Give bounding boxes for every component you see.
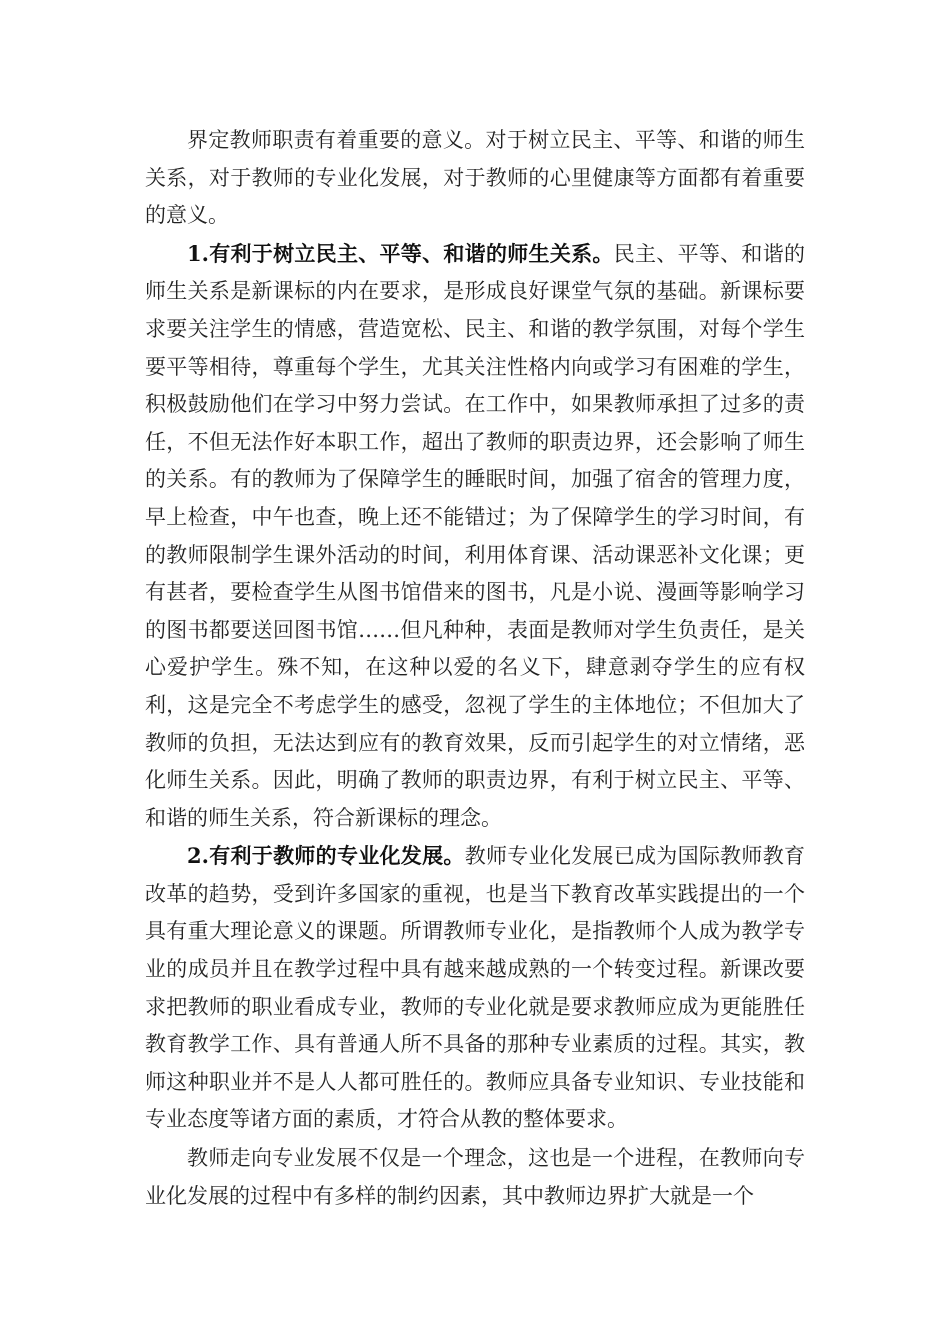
- paragraph-text: 民主、平等、和谐的师生关系是新课标的内在要求，是形成良好课堂气氛的基础。新课标要求要关注学生的情感，营造宽松、民主、和谐的教学氛围，对每个学生要平等相待，尊重每个学生，尤其关注性格内向或学习有困难的学生，积极鼓励他们在学习中努力尝试。在工作中，如果教师承担了过多的责任，不但无法作好本职工作，超出了教师的职责边界，还会影响了师生的关系。有的教师为了保障学生的睡眠时间，加强了宿舍的管理力度，早上检查，中午也查，晚上还不能错过；为了保障学生的学习时间，有的教师限制学生课外活动的时间，利用体育课、活动课恶补文化课；更有甚者，要检查学生从图书馆借来的图书，凡是小说、漫画等影响学习的图书都要送回图书馆……但凡种种，表面是教师对学生负责任，是关心爱护学生。殊不知，在这种以爱的名义下，肆意剥夺学生的应有权利，这是完全不考虑学生的感受，忽视了学生的主体地位；不但加大了教师的负担，无法达到应有的教育效果，反而引起学生的对立情绪，恶化师生关系。因此，明确了教师的职责边界，有利于树立民主、平等、和谐的师生关系，符合新课标的理念。: [145, 241, 806, 830]
- paragraph-text: 教师走向专业发展不仅是一个理念，这也是一个进程，在教师向专业化发展的过程中有多样的制约因素，其中教师边界扩大就是一个: [145, 1146, 805, 1208]
- paragraph-professional-development: [145, 837, 805, 1139]
- paragraph-lead: 2.有利于教师的专业化发展。: [187, 843, 465, 869]
- paragraph-teacher-student-relation: [145, 235, 805, 838]
- document-body: [145, 121, 805, 1215]
- paragraph-intro: [145, 121, 805, 235]
- paragraph-text: 教师专业化发展已成为国际教师教育改革的趋势，受到许多国家的重视，也是当下教育改革实践提出的一个具有重大理论意义的课题。所谓教师专业化，是指教师个人成为教学专业的成员并且在教学过程中具有越来越成熟的一个转变过程。新课改要求把教师的职业看成专业，教师的专业化就是要求教师应成为更能胜任教育教学工作、具有普通人所不具备的那种专业素质的过程。其实，教师这种职业并不是人人都可胜任的。教师应具备专业知识、专业技能和专业态度等诸方面的素质，才符合从教的整体要求。: [145, 844, 806, 1132]
- paragraph-text: 界定教师职责有着重要的意义。对于树立民主、平等、和谐的师生关系，对于教师的专业化发展，对于教师的心里健康等方面都有着重要的意义。: [145, 128, 805, 228]
- paragraph-development-process: [145, 1139, 805, 1215]
- paragraph-lead: 1.有利于树立民主、平等、和谐的师生关系。: [187, 240, 614, 266]
